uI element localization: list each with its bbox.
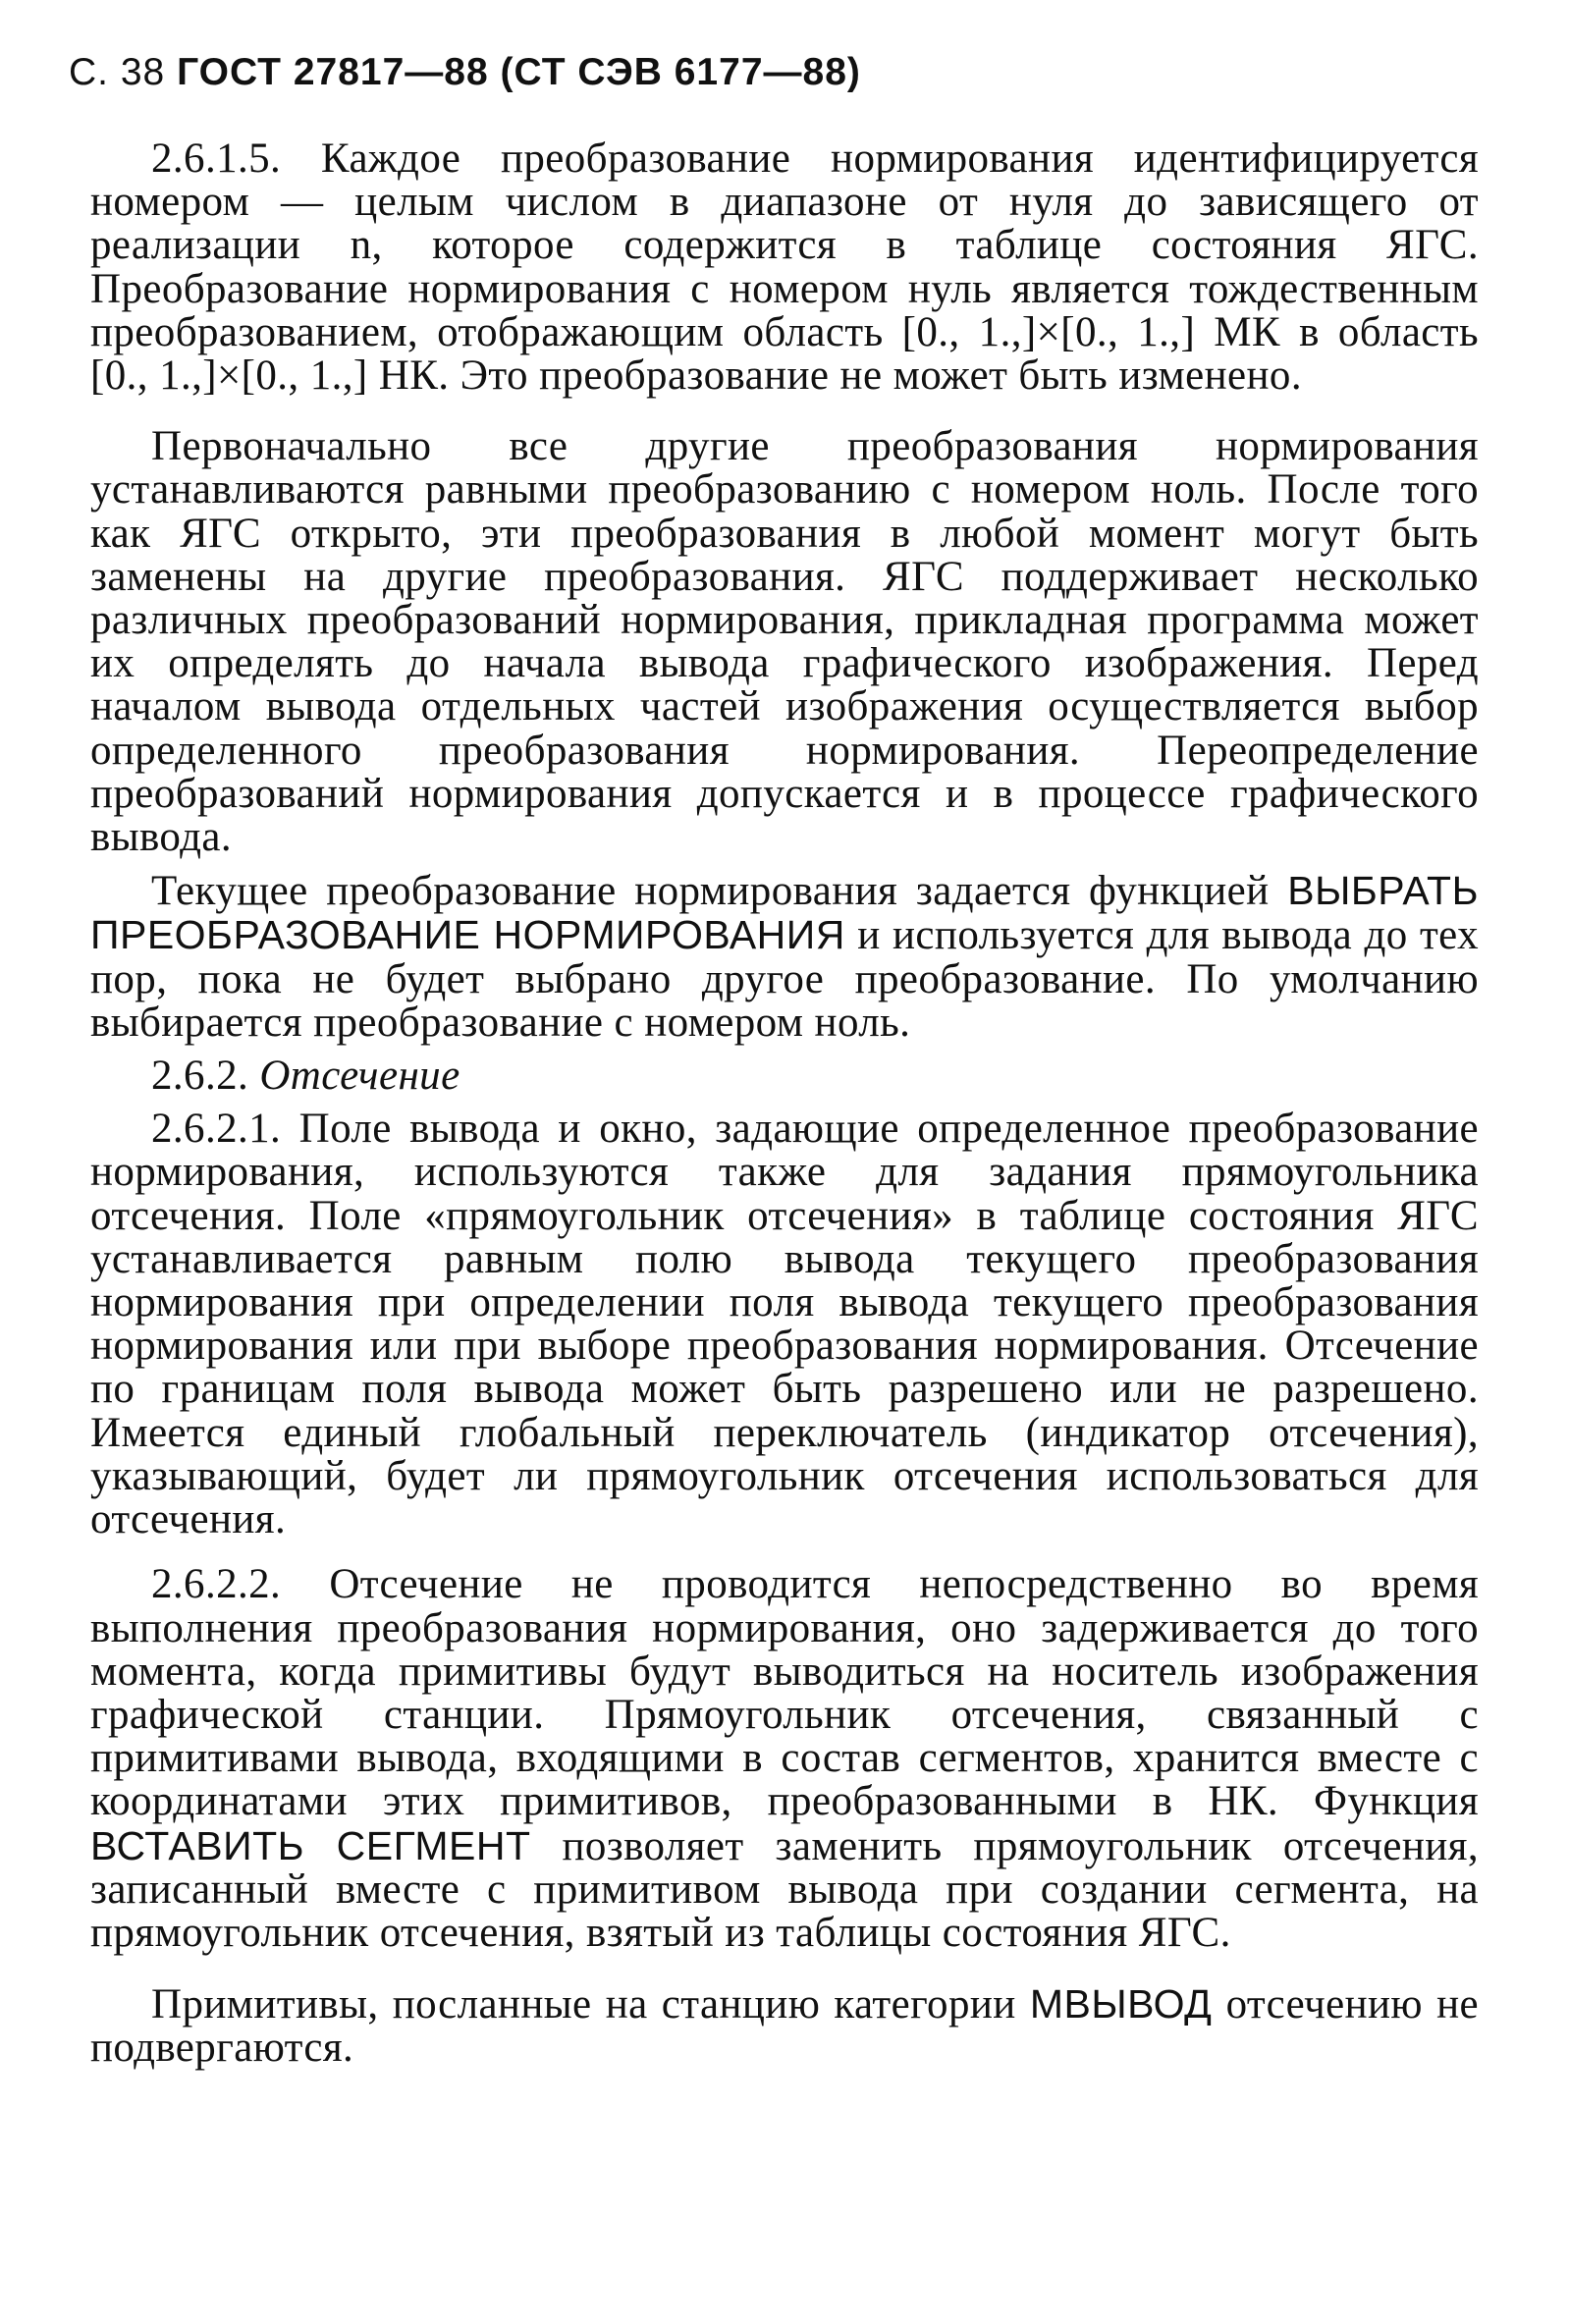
paragraph-output-primitives (90, 1982, 1479, 2070)
function-name-select-transformation: ВЫБРАТЬ ПРЕОБРАЗОВАНИЕ НОРМИРОВАНИЯ (90, 868, 1479, 958)
paragraph-2-6-2-1 (90, 1108, 1479, 1541)
function-name-insert-segment: ВСТАВИТЬ СЕГМЕНТ (90, 1822, 531, 1868)
section-title: Отсечение (259, 1053, 460, 1100)
category-name-output: МВЫВОД (1029, 1981, 1213, 2027)
page-number: С. 38 (69, 51, 166, 93)
paragraph-2-6-2-1-text: 2.6.2.1. Поле вывода и окно, задающие определенное преобразование нормирования, используются также для задания прямоугольника отсечения. Поле «прямоугольник отсечения» в таблице состояния ЯГС устанавливается равным полю вывода текущего преобразования нормирования при определении поля вывода текущего преобразования нормирования или при выборе преобразования нормирования. Отсечение по границам поля вывода может быть разрешено или не разрешено. Имеется единый глобальный переключатель (индикатор отсечения), указывающий, будет ли прямоугольник отсечения использоваться для отсечения. (90, 1106, 1479, 1543)
paragraph-current-before: Текущее преобразование нормирования задается функцией (151, 868, 1288, 915)
paragraph-2-6-1-5-text: 2.6.1.5. Каждое преобразование нормирования идентифицируется номером — целым числом в диапазоне от нуля до зависящего от реализации n, которое содержится в таблице состояния ЯГС. Преобразование нормирования с номером нуль является тождественным преобразованием, отображающим область [0., 1.,]×[0., 1.,] МК в область [0., 1.,]×[0., 1.,] НК. Это преобразование не может быть изменено. (90, 135, 1479, 400)
paragraph-current-after: и используется для вывода до тех пор, пока не будет выбрано другое преобразование. По умолчанию выбирается преобразование с номером ноль. (90, 912, 1479, 1046)
paragraph-initial-transformations-text: Первоначально все другие преобразования нормирования устанавливаются равными преобразованию с номером ноль. После того как ЯГС открыто, эти преобразования в любой момент могут быть заменены на другие преобразования. ЯГС поддерживает несколько различных преобразований нормирования, прикладная программа может их определять до начала вывода графического изображения. Перед началом вывода отдельных частей изображения осуществляется выбор определенного преобразования нормирования. Переопределение преобразований нормирования допускается и в процессе графического вывода. (90, 423, 1479, 861)
paragraph-2-6-2-2-after: позволяет заменить прямоугольник отсечения, записанный вместе с примитивом вывода при создании сегмента, на прямоугольник отсечения, взятый из таблицы состояния ЯГС. (90, 1822, 1479, 1956)
standard-designation: ГОСТ 27817—88 (СТ СЭВ 6177—88) (177, 51, 861, 93)
section-number: 2.6.2. (151, 1053, 260, 1100)
paragraph-initial-transformations (90, 425, 1479, 859)
paragraph-2-6-2-2 (90, 1563, 1479, 1955)
paragraph-current-transformation (90, 869, 1479, 1045)
document-body (90, 137, 1479, 2071)
paragraph-2-6-1-5 (90, 137, 1479, 398)
paragraph-2-6-2-2-before: 2.6.2.2. Отсечение не проводится непосредственно во время выполнения преобразования нормирования, оно задерживается до того момента, когда примитивы будут выводиться на носитель изображения графической станции. Прямоугольник отсечения, связанный с примитивами вывода, входящими в состав сегментов, хранится вместе с координатами этих примитивов, преобразованными в НК. Функция (90, 1561, 1479, 1825)
paragraph-output-before: Примитивы, посланные на станцию категории (151, 1981, 1030, 2028)
section-heading-clipping (90, 1054, 1479, 1098)
page-header (69, 51, 861, 94)
paragraph-output-after: отсечению не подвергаются. (90, 1981, 1480, 2072)
